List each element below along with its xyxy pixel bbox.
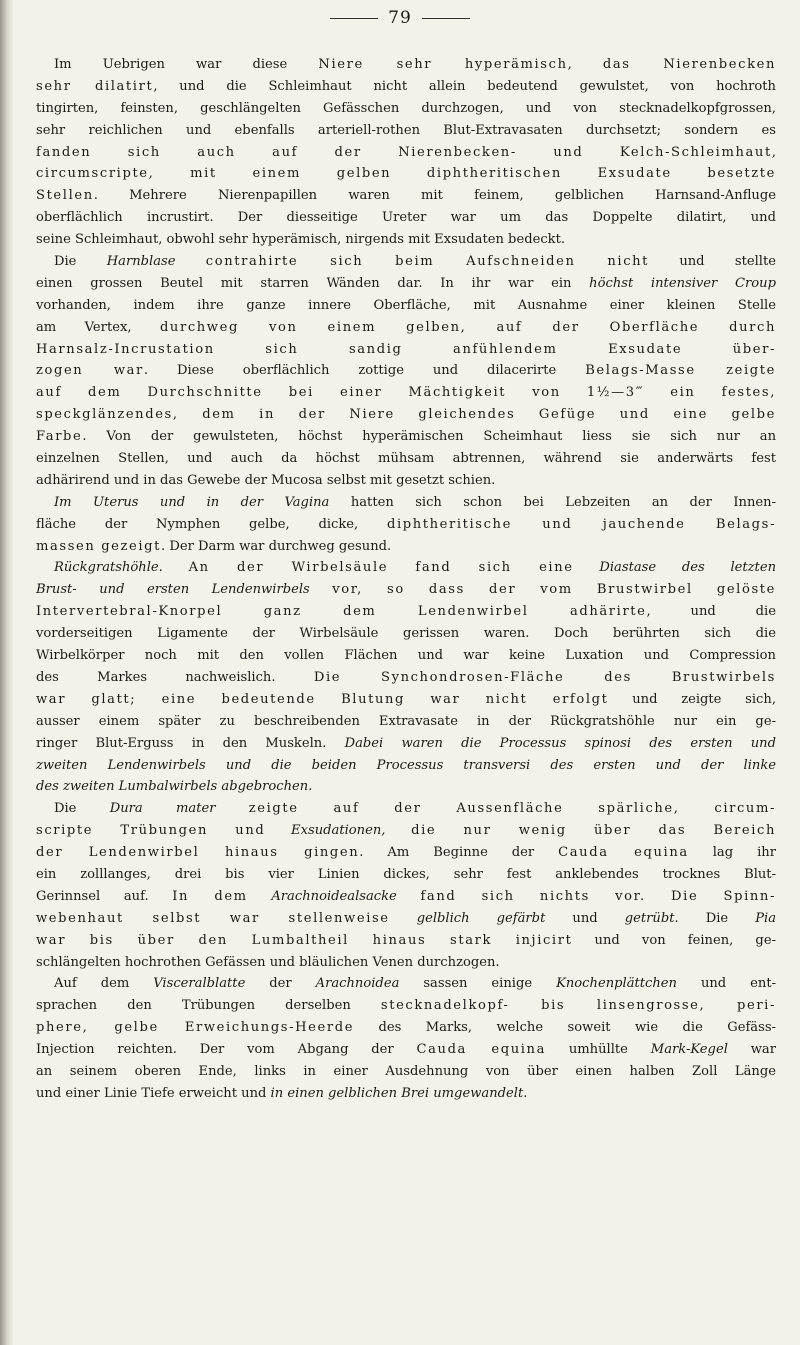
text-line <box>36 995 776 1017</box>
spaced-text: der Lendenwirbel hinaus gingen <box>36 845 360 861</box>
line-text: . Diese oberflächlich zottige und dilacerirte <box>143 363 586 379</box>
text-line <box>36 1039 776 1061</box>
italic-text: gelblich gefärbt <box>416 910 546 926</box>
line-text <box>176 254 206 269</box>
line-text: des Markes nachweislich. <box>36 669 314 685</box>
body-text <box>36 54 776 1105</box>
spaced-text: webenhaut selbst war stellenweise <box>36 910 390 926</box>
line-text: umhüllte <box>546 1042 651 1058</box>
line-text: , <box>567 57 603 72</box>
line-text <box>574 560 600 575</box>
italic-text: höchst intensiver Croup <box>589 275 776 291</box>
line-text: . Der Darm war durchweg gesund. <box>161 538 392 554</box>
spaced-text: An der Wirbelsäule fand sich eine <box>188 560 574 576</box>
line-text: und <box>545 910 625 926</box>
spaced-text: Harnsalz-Incrustation sich sandig anfühlendem Exsudate über- <box>36 341 776 357</box>
text-line <box>36 492 776 514</box>
line-text <box>397 889 421 904</box>
spaced-text: scripte Trübungen und <box>36 823 266 839</box>
line-text: hatten sich schon bei Lebzeiten an der Innen- <box>329 494 776 510</box>
spaced-text: zeigte auf der Aussenfläche spärliche, circum- <box>248 801 776 817</box>
spaced-text: Die Synchondrosen-Fläche des Brustwirbels <box>313 669 777 685</box>
line-text: . Mehrere Nierenpapillen waren mit feinem, gelblichen Harnsand-Anfluge <box>93 188 776 204</box>
italic-text: Rückgratshöhle. <box>54 560 163 576</box>
line-text <box>163 560 189 575</box>
spaced-text: auf dem Durchschnitte bei einer Mächtigkeit von 1½—3‴ ein festes, <box>36 385 776 401</box>
text-line <box>36 601 776 623</box>
text-line <box>36 667 776 689</box>
line-text <box>390 911 417 926</box>
spaced-text: diphtheritische und jauchende Belags- <box>386 516 776 532</box>
text-line <box>36 448 776 470</box>
line-text: . Am Beginne der <box>359 845 559 861</box>
line-text <box>265 823 291 838</box>
text-line <box>36 973 776 995</box>
spaced-text: Cauda equina <box>558 845 689 861</box>
text-line <box>36 1017 776 1039</box>
line-text: ringer Blut-Erguss in den Muskeln. <box>36 735 345 751</box>
text-line <box>36 776 776 798</box>
line-text: schlängelten hochrothen Gefässen und bläulichen Venen durchzogen. <box>36 954 500 970</box>
line-text: fläche der Nymphen gelbe, dicke, <box>36 516 387 532</box>
line-text: ausser einem später zu beschreibenden Extravasate in der Rückgratshöhle nur ein ge- <box>36 713 776 729</box>
line-text: seine Schleimhaut, obwohl sehr hyperämisch, nirgends mit Exsudaten bedeckt. <box>36 232 566 248</box>
line-text: Die <box>54 254 107 270</box>
text-line <box>36 185 776 207</box>
italic-text: Im Uterus und in der Vagina <box>54 494 330 510</box>
spaced-text: sehr dilatirt <box>36 78 154 94</box>
spaced-text: zogen war <box>36 363 144 379</box>
text-line <box>36 142 776 164</box>
text-line <box>36 908 776 930</box>
page-number-value: 79 <box>388 8 412 28</box>
text-line <box>36 557 776 579</box>
text-line <box>36 842 776 864</box>
text-line <box>36 54 776 76</box>
italic-text: Dura mater <box>109 801 216 817</box>
text-line <box>36 755 776 777</box>
text-line <box>36 930 776 952</box>
line-text: tingirten, feinsten, geschlängelten Gefässchen durchzogen, und von stecknadelkopfgrossen, <box>36 100 776 116</box>
text-line <box>36 273 776 295</box>
line-text: ein zolllanges, drei bis vier Linien dickes, sehr fest anklebendes trocknes Blut- <box>36 866 776 882</box>
text-line <box>36 952 776 974</box>
line-text: adhärirend und in das Gewebe der Mucosa selbst mit gesetzt schien. <box>36 472 496 488</box>
text-line <box>36 470 776 492</box>
text-line <box>36 886 776 908</box>
text-line <box>36 360 776 382</box>
text-line <box>36 76 776 98</box>
line-text: vorderseitigen Ligamente der Wirbelsäule gerissen waren. Doch berührten sich die <box>36 626 776 642</box>
line-text: Auf dem <box>54 976 154 992</box>
line-text: Die <box>678 910 756 926</box>
line-text: . Von der gewulsteten, höchst hyperämischen Scheimhaut liess sie sich nur an <box>82 429 776 445</box>
italic-text: getrübt. <box>624 910 679 926</box>
line-text: und zeigte sich, <box>608 691 776 707</box>
text-line <box>36 536 776 558</box>
text-line <box>36 251 776 273</box>
line-text: lag ihr <box>688 845 776 861</box>
line-text: einzelnen Stellen, und auch da höchst mühsam abtrennen, während sie anderwärts fest <box>36 451 776 467</box>
text-line <box>36 733 776 755</box>
spaced-text: das Nierenbecken <box>602 57 776 72</box>
text-line <box>36 1061 776 1083</box>
italic-text: Arachnoidealsacke <box>271 888 397 904</box>
text-line <box>36 339 776 361</box>
spaced-text: war glatt; eine bedeutende Blutung war nicht erfolgt <box>36 691 609 707</box>
text-line <box>36 229 776 251</box>
text-line <box>36 1083 776 1105</box>
italic-text: Pia <box>755 910 777 926</box>
italic-text: zweiten Lendenwirbels und die beiden Processus transversi des ersten und der linke <box>36 757 776 773</box>
line-text: sehr reichlichen und ebenfalls arteriell-rothen Blut-Extravasaten durchsetzt; sondern es <box>36 122 776 138</box>
line-text: , und die <box>646 604 776 620</box>
spaced-text: Farbe <box>36 429 83 445</box>
spaced-text: Belags-Masse zeigte <box>585 363 776 379</box>
text-line <box>36 404 776 426</box>
spaced-text: die nur wenig über das Bereich <box>411 823 776 839</box>
page-number <box>0 8 800 28</box>
line-text: am Vertex, <box>36 319 160 335</box>
text-line <box>36 623 776 645</box>
italic-text: Diastase des letzten <box>599 560 776 576</box>
page-edge-shadow <box>0 0 14 1345</box>
text-line <box>36 120 776 142</box>
line-text: Wirbelkörper noch mit den vollen Flächen und war keine Luxation und Compression <box>36 648 776 664</box>
line-text: , und die Schleimhaut nicht allein bedeutend gewulstet, von hochroth <box>153 78 776 94</box>
text-line <box>36 820 776 842</box>
spaced-text: Intervertebral-Knorpel ganz dem Lendenwirbel adhärirte <box>36 604 647 620</box>
text-line <box>36 689 776 711</box>
line-text: und von feinen, ge- <box>572 932 776 948</box>
text-line <box>36 426 776 448</box>
line-text <box>385 823 411 838</box>
spaced-text: stecknadelkopf- bis linsengrosse, peri- <box>380 998 776 1014</box>
italic-text: des zweiten Lumbalwirbels abgebrochen. <box>36 779 313 795</box>
line-text: einen grossen Beutel mit starren Wänden dar. In ihr war ein <box>36 275 590 291</box>
text-line <box>36 295 776 317</box>
spaced-text: Cauda equina <box>416 1042 546 1058</box>
line-text: des Marks, welche soweit wie die Gefäss- <box>354 1020 776 1036</box>
line-text: der <box>245 976 316 992</box>
line-text <box>248 889 272 904</box>
text-line <box>36 382 776 404</box>
text-line <box>36 798 776 820</box>
page-number-dash-left <box>330 18 378 19</box>
spaced-text: fand sich nichts vor. Die Spinn- <box>420 888 776 904</box>
line-text: vorhanden, indem ihre ganze innere Oberfläche, mit Ausnahme einer kleinen Stelle <box>36 297 776 313</box>
line-text: Gerinnsel auf. <box>36 888 173 904</box>
text-line <box>36 207 776 229</box>
line-text <box>216 801 249 816</box>
spaced-text: war bis über den Lumbaltheil hinaus stark injicirt <box>36 932 573 948</box>
line-text: , <box>771 144 776 160</box>
line-text: oberflächlich incrustirt. Der diesseitige Ureter war um das Doppelte dilatirt, und <box>36 210 776 226</box>
text-line <box>36 864 776 886</box>
italic-text: in einen gelblichen Brei umgewandelt. <box>270 1085 528 1101</box>
italic-text: Harnblase <box>106 254 176 270</box>
text-line <box>36 163 776 185</box>
line-text: und ent- <box>676 976 777 992</box>
line-text: Injection reichten. Der vom Abgang der <box>36 1042 417 1058</box>
spaced-text: vor, so dass der vom Brustwirbel gelöste <box>332 582 776 598</box>
text-line <box>36 98 776 120</box>
line-text: sprachen den Trübungen derselben <box>36 998 381 1014</box>
line-text: Im Uebrigen war diese <box>54 57 319 72</box>
spaced-text: contrahirte sich beim Aufschneiden nicht <box>205 254 650 270</box>
italic-text: Dabei waren die Processus spinosi des ersten und <box>344 735 776 751</box>
spaced-text: phere, gelbe Erweichungs-Heerde <box>36 1020 355 1036</box>
line-text: sassen einige <box>399 976 557 992</box>
text-line <box>36 514 776 536</box>
spaced-text: massen gezeigt <box>36 538 162 554</box>
text-line <box>36 579 776 601</box>
spaced-text: Stellen <box>36 188 94 204</box>
text-line <box>36 645 776 667</box>
spaced-text: fanden sich auch auf der Nierenbecken- und Kelch-Schleimhaut <box>36 144 772 160</box>
spaced-text: circumscripte, mit einem gelben diphtheritischen Exsudate besetzte <box>36 166 776 182</box>
text-line <box>36 711 776 733</box>
spaced-text: Niere sehr hyperämisch <box>318 57 568 72</box>
page-number-dash-right <box>422 18 470 19</box>
line-text: und stellte <box>649 254 776 270</box>
italic-text: Knochenplättchen <box>556 976 677 992</box>
italic-text: Brust- und ersten Lendenwirbels <box>36 582 310 598</box>
italic-text: Visceralblatte <box>153 976 246 992</box>
italic-text: Arachnoidea <box>315 976 400 992</box>
text-line <box>36 317 776 339</box>
line-text <box>310 582 333 597</box>
line-text: Die <box>54 801 110 817</box>
line-text: und einer Linie Tiefe erweicht und <box>36 1085 271 1101</box>
spaced-text: speckglänzendes, dem in der Niere gleichendes Gefüge und eine gelbe <box>36 407 776 423</box>
line-text: war <box>727 1042 776 1058</box>
spaced-text: durchweg von einem gelben, auf der Oberfläche durch <box>159 319 776 335</box>
italic-text: Exsudationen, <box>291 823 386 839</box>
spaced-text: In dem <box>172 888 248 904</box>
line-text: an seinem oberen Ende, links in einer Ausdehnung von über einen halben Zoll Länge <box>36 1063 776 1079</box>
italic-text: Mark-Kegel <box>650 1042 728 1058</box>
